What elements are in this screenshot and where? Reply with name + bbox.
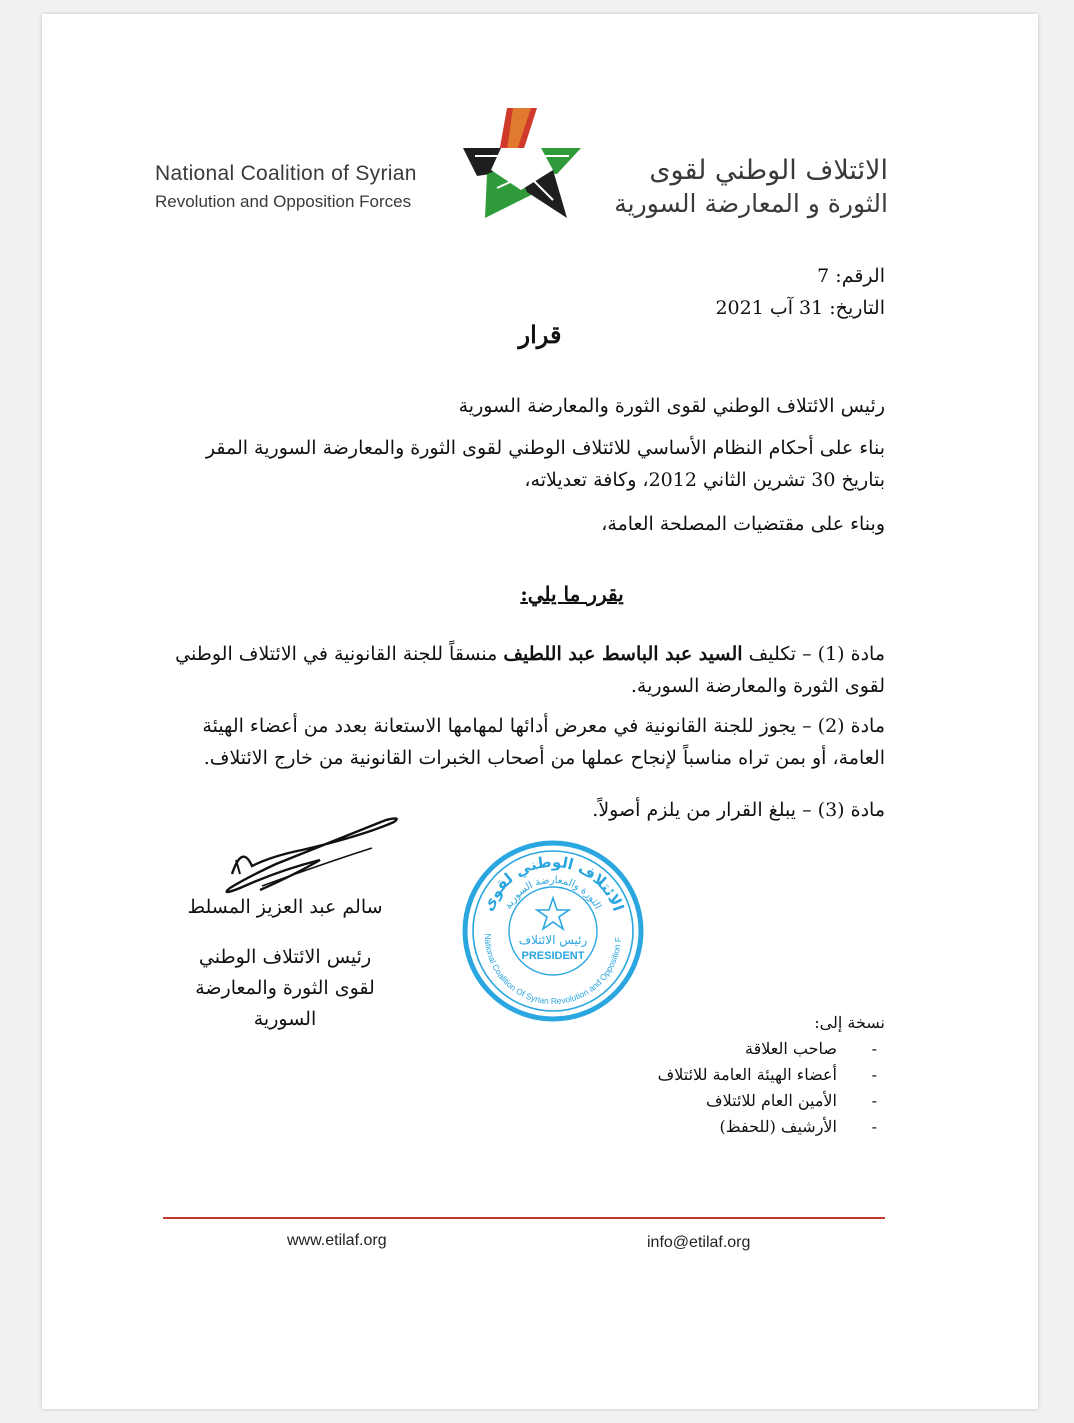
footer-email: info@etilaf.org	[647, 1234, 751, 1251]
stamp-text-en-bottom: National Coalition Of Syrian Revolution and Opposition F	[482, 933, 624, 1007]
article-1-prefix: مادة (1) – تكليف	[742, 643, 885, 665]
intro-line-1: رئيس الائتلاف الوطني لقوى الثورة والمعارضة السورية	[458, 395, 885, 417]
signatory-name: سالم عبد العزيز المسلط	[187, 896, 383, 918]
article-1-suffix: منسقاً للجنة القانونية في الائتلاف الوطني لقوى الثورة والمعارضة السورية.	[175, 643, 885, 697]
article-3: مادة (3) – يبلغ القرار من يلزم أصولاً.	[592, 799, 885, 821]
star-logo-icon	[457, 104, 587, 226]
stamp-text-ar-center: رئيس الائتلاف	[518, 933, 588, 947]
resolves-heading: يقرر ما يلي:	[520, 582, 624, 606]
document-number: الرقم: 7	[817, 265, 885, 287]
article-2: مادة (2) – يجوز للجنة القانونية في معرض أدائها لمهامها الاستعانة بعدد من أعضاء الهيئة العامة، أو بمن تراه مناسباً لإنجاح عملها من أصحاب الخبرات القانونية من خارج الائتلاف.	[202, 715, 885, 769]
document-page	[42, 14, 1038, 1409]
signatory-role	[164, 942, 406, 1035]
footer-divider	[163, 1217, 885, 1219]
org-name-en-line2: Revolution and Opposition Forces	[155, 192, 412, 211]
copies-section	[658, 1010, 885, 1140]
stamp-text-ar-top: الائتلاف الوطني لقوى	[478, 852, 628, 914]
signatory-role-line2: لقوى الثورة والمعارضة السورية	[195, 977, 375, 1030]
article-1	[161, 638, 885, 702]
intro-line-3: وبناء على مقتضيات المصلحة العامة،	[601, 513, 885, 535]
org-name-ar-line1: الائتلاف الوطني لقوى	[649, 155, 888, 186]
document-title: قرار	[518, 320, 562, 349]
org-name-en-line1: National Coalition of Syrian	[155, 162, 417, 185]
list-item: - أعضاء الهيئة العامة للائتلاف	[658, 1062, 877, 1088]
list-item: - صاحب العلاقة	[658, 1036, 877, 1062]
org-name-ar-line2: الثورة و المعارضة السورية	[614, 189, 888, 218]
document-date: التاريخ: 31 آب 2021	[715, 297, 885, 319]
list-item: - الأمين العام للائتلاف	[658, 1088, 877, 1114]
stamp-text-ar-mid: الثورة والمعارضة السورية	[502, 874, 604, 912]
intro-line-2: بناء على أحكام النظام الأساسي للائتلاف الوطني لقوى الثورة والمعارضة السورية المقر بتاريخ 30 تشرين الثاني 2012، وكافة تعديلاته،	[205, 437, 885, 491]
official-stamp	[459, 836, 647, 1030]
stamp-star-icon	[537, 898, 569, 929]
org-name-arabic	[614, 154, 888, 220]
signatory-role-line1: رئيس الائتلاف الوطني	[198, 946, 372, 968]
org-name-english	[155, 162, 417, 212]
footer-website: www.etilaf.org	[287, 1232, 387, 1249]
article-1-name: السيد عبد الباسط عبد اللطيف	[503, 643, 743, 665]
copies-list	[658, 1036, 885, 1140]
list-item: - الأرشيف (للحفظ)	[658, 1114, 877, 1140]
stamp-text-en-center: PRESIDENT	[521, 950, 585, 962]
document-meta	[715, 260, 885, 324]
copies-label: نسخة إلى:	[814, 1013, 885, 1032]
